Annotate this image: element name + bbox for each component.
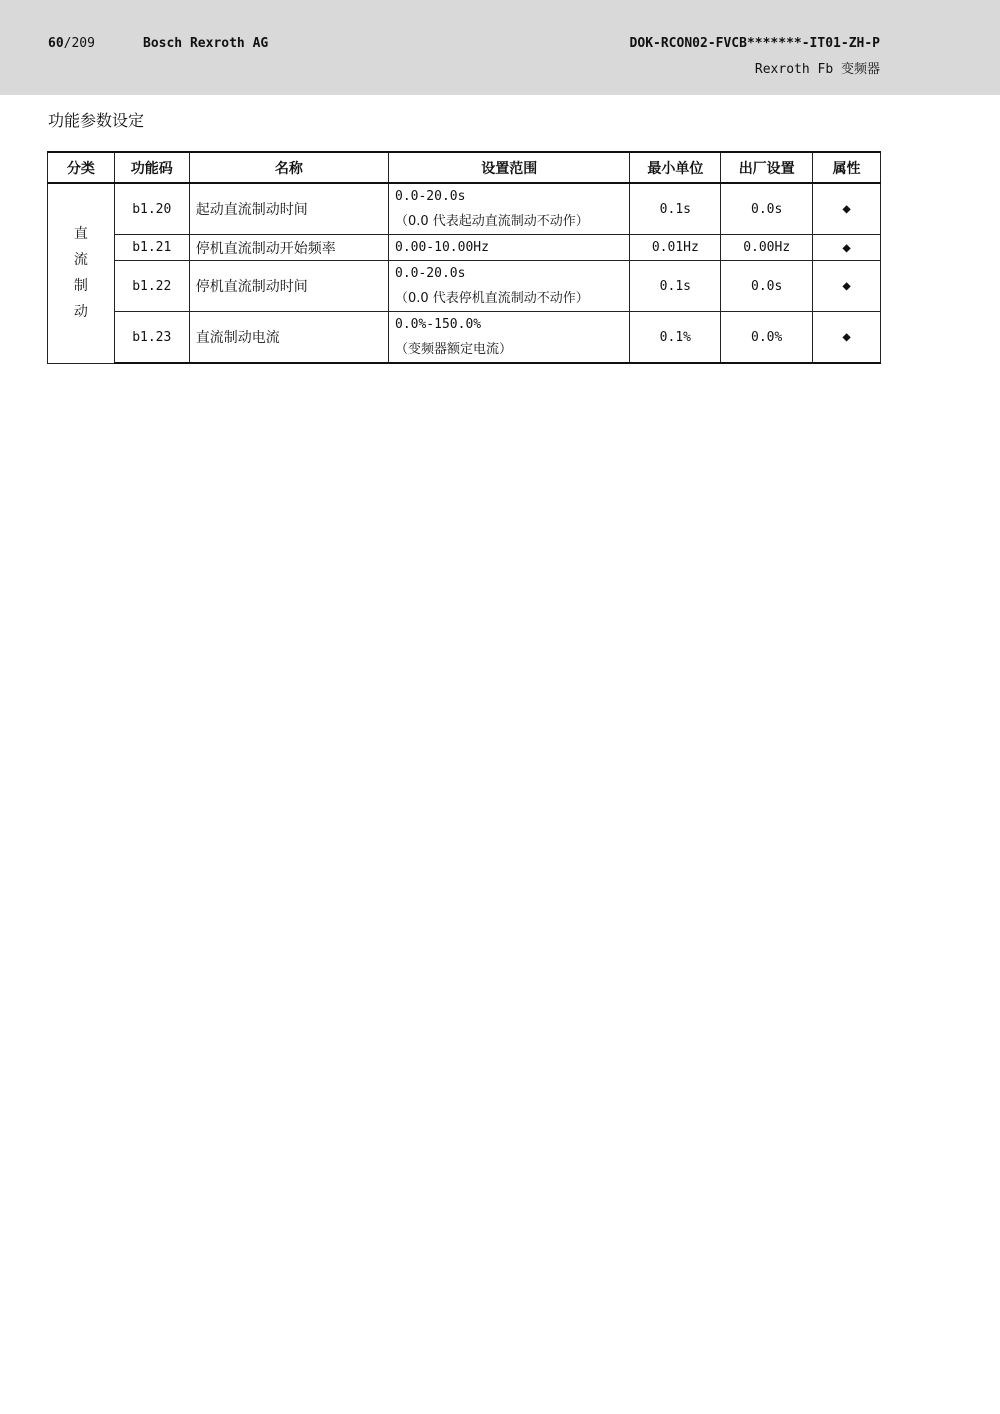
range-cell <box>389 312 630 364</box>
range-note: （0.0 代表停机直流制动不动作） <box>395 291 589 306</box>
parameter-table <box>47 151 881 364</box>
range-cell <box>389 183 630 235</box>
header-name: 名称 <box>189 152 388 183</box>
parameter-name: 停机直流制动开始频率 <box>189 235 388 261</box>
header-range: 设置范围 <box>389 152 630 183</box>
page-header <box>0 0 1000 95</box>
attribute-cell <box>813 235 881 261</box>
attribute-cell <box>813 312 881 364</box>
range-value: 0.0%-150.0% <box>395 317 482 332</box>
min-unit: 0.01Hz <box>630 235 721 261</box>
parameter-name: 停机直流制动时间 <box>189 261 388 312</box>
range-cell <box>389 235 630 261</box>
category-cell <box>48 183 115 363</box>
table-row <box>48 312 881 364</box>
page-number <box>48 36 95 51</box>
section-title: 功能参数设定 <box>48 111 145 130</box>
default-value: 0.0% <box>721 312 813 364</box>
header-min-unit: 最小单位 <box>630 152 721 183</box>
default-value: 0.00Hz <box>721 235 813 261</box>
category-char: 流 <box>73 252 88 269</box>
document-number: DOK-RCON02-FVCB*******-IT01-ZH-P <box>629 36 880 51</box>
attribute-cell <box>813 183 881 235</box>
range-note: （变频器额定电流） <box>395 342 513 357</box>
range-cell <box>389 261 630 312</box>
diamond-icon: ◆ <box>842 329 851 345</box>
table-header-row <box>48 152 881 183</box>
diamond-icon: ◆ <box>842 278 851 294</box>
function-code: b1.23 <box>114 312 189 364</box>
header-category: 分类 <box>48 152 115 183</box>
min-unit: 0.1s <box>630 261 721 312</box>
table-row <box>48 183 881 235</box>
diamond-icon: ◆ <box>842 201 851 217</box>
header-default: 出厂设置 <box>721 152 813 183</box>
min-unit: 0.1s <box>630 183 721 235</box>
function-code: b1.22 <box>114 261 189 312</box>
product-name: Rexroth Fb 变频器 <box>754 62 880 77</box>
diamond-icon: ◆ <box>842 239 851 256</box>
category-char: 动 <box>73 304 88 321</box>
default-value: 0.0s <box>721 261 813 312</box>
default-value: 0.0s <box>721 183 813 235</box>
category-char: 制 <box>73 278 88 295</box>
min-unit: 0.1% <box>630 312 721 364</box>
range-note: （0.0 代表起动直流制动不动作） <box>395 214 589 229</box>
parameter-name: 起动直流制动时间 <box>189 183 388 235</box>
header-code: 功能码 <box>114 152 189 183</box>
page-current: 60 <box>48 36 64 51</box>
attribute-cell <box>813 261 881 312</box>
function-code: b1.21 <box>114 235 189 261</box>
range-value: 0.00-10.00Hz <box>395 240 489 255</box>
page-total: /209 <box>63 36 95 51</box>
category-char: 直 <box>73 226 88 243</box>
table-row <box>48 235 881 261</box>
company-name: Bosch Rexroth AG <box>143 36 269 51</box>
header-attribute: 属性 <box>813 152 881 183</box>
parameter-name: 直流制动电流 <box>189 312 388 364</box>
table-row <box>48 261 881 312</box>
range-value: 0.0-20.0s <box>395 189 466 204</box>
function-code: b1.20 <box>114 183 189 235</box>
range-value: 0.0-20.0s <box>395 266 466 281</box>
